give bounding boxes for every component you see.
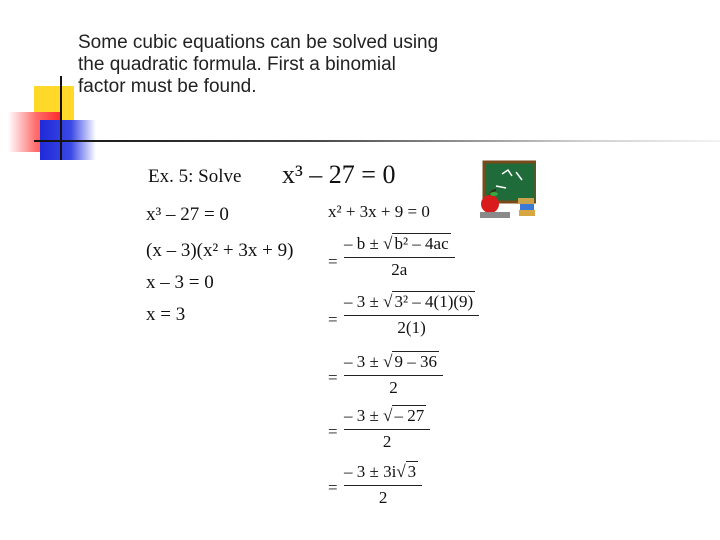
- fraction-substituted-num-radicand: 3² – 4(1)(9): [394, 292, 474, 311]
- left-step-1: x³ – 27 = 0: [146, 204, 229, 225]
- fraction-simplified: $\frac{- 3 \pm √ 9 - 36}{2}$: [344, 352, 443, 398]
- fraction-general-den: 2a: [391, 260, 408, 279]
- example-equation: x³ – 27 = 0: [282, 160, 396, 189]
- fraction-simplified-num-radicand: 9 – 36: [394, 352, 437, 371]
- equals-sign-4: =: [328, 422, 338, 441]
- fraction-negative-radicand: $\frac{- 3 \pm √ - 27}{2}$: [344, 406, 430, 452]
- fraction-substituted-den: 2(1): [397, 318, 426, 337]
- fraction-negative-radicand-num-radicand: – 27: [394, 406, 425, 425]
- fraction-substituted-num-pre: – 3 ±: [344, 292, 384, 311]
- teacher-chalkboard-apple-icon: [472, 160, 536, 224]
- fraction-substituted: $\frac{\text{– 3 ± √ 3² – 4(1)(9)}}{2(1)}$: [344, 292, 479, 338]
- intro-line-2: the quadratic formula. First a binomial: [78, 54, 396, 75]
- equals-sign-1: =: [328, 252, 338, 271]
- fraction-general: $\frac{\text{– b ± √ b² – 4ac}}{2a}$: [344, 234, 455, 280]
- fraction-negative-radicand-num-pre: – 3 ±: [344, 406, 384, 425]
- left-step-4: x = 3: [146, 304, 186, 325]
- equals-sign-5: =: [328, 478, 338, 497]
- example-label: Ex. 5: Solve: [148, 166, 242, 187]
- decor-vertical-line: [60, 76, 62, 160]
- equals-sign-3: =: [328, 368, 338, 387]
- quadratic-equation: x² + 3x + 9 = 0: [328, 202, 430, 221]
- fraction-negative-radicand-den: 2: [382, 432, 392, 451]
- fraction-general-num-pre: – b ±: [344, 234, 384, 253]
- fraction-simplified-num-pre: – 3 ±: [344, 352, 384, 371]
- fraction-simplified-den: 2: [389, 378, 398, 397]
- fraction-final-num-radicand: 3: [407, 462, 417, 481]
- intro-text: [78, 32, 458, 98]
- fraction-final: $\frac{- 3 \pm 3i√ 3}{2}$: [344, 462, 422, 508]
- title-divider: [34, 140, 720, 142]
- fraction-general-num-radicand: b² – 4ac: [394, 234, 449, 253]
- intro-line-3: factor must be found.: [78, 76, 257, 97]
- equals-sign-2: =: [328, 310, 338, 329]
- left-step-3: x – 3 = 0: [146, 272, 214, 293]
- fraction-final-num-pre: – 3 ± 3i: [344, 462, 397, 481]
- left-step-2: (x – 3)(x² + 3x + 9): [146, 240, 294, 261]
- fraction-final-den: 2: [378, 488, 388, 507]
- intro-line-1: Some cubic equations can be solved using: [78, 32, 439, 53]
